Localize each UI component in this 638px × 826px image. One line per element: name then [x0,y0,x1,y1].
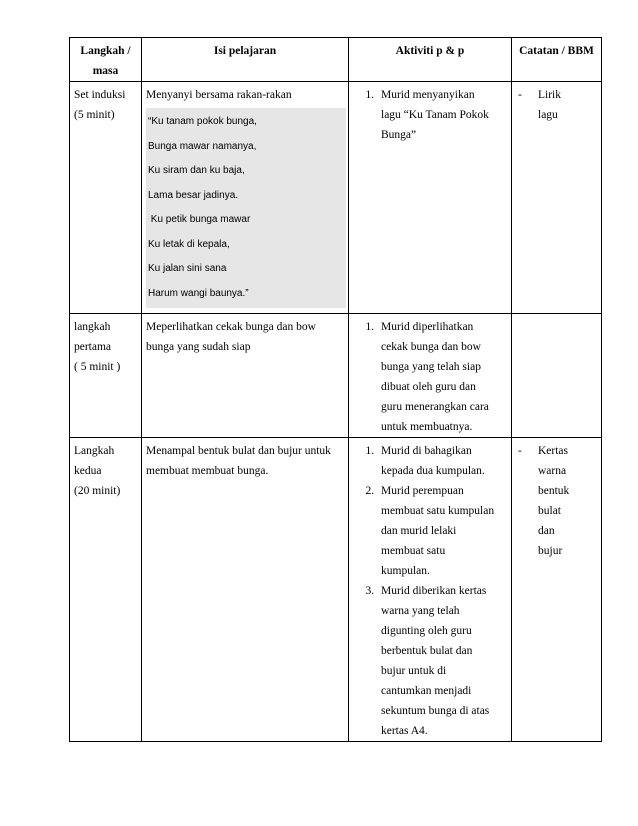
activity-line: guru menerangkan cara [381,401,489,413]
activity-line: dibuat oleh guru dan [381,381,476,393]
lyric-line: Ku petik bunga mawar [148,214,251,225]
step-duration: (5 minit) [74,109,115,121]
table-row-langkah-pertama [70,314,602,438]
activity-line: Bunga” [381,129,417,141]
lesson-plan-table [69,37,602,742]
activities-cell [349,314,512,438]
activity-line: lagu “Ku Tanam Pokok [381,109,489,121]
activity-item [377,85,507,145]
note-line: bentuk [538,485,570,497]
step-label: kedua [74,465,102,477]
step-duration: (20 minit) [74,485,121,497]
header-notes: Catatan / BBM [512,38,602,82]
activity-line: kumpulan. [381,565,430,577]
step-cell [70,82,142,314]
activity-line: 1. Murid menyanyikan [381,89,475,101]
activity-item [377,317,507,437]
note-line: bujur [538,545,563,557]
note-line: lagu [538,109,558,121]
notes-list [516,85,597,125]
notes-cell [512,82,602,314]
activity-item [377,441,507,481]
content-cell [142,438,349,742]
activity-list [353,85,507,145]
activity-list [353,317,507,437]
header-step: Langkah / masa [70,38,142,82]
header-content: Isi pelajaran [142,38,349,82]
note-line: warna [538,465,567,477]
lyric-line: Lama besar jadinya. [148,189,239,201]
lyric-line: Harum wangi baunya.” [148,287,249,299]
activity-line: 2. Murid perempuan [381,485,464,497]
notes-cell [512,314,602,438]
activity-line: digunting oleh guru [381,625,472,637]
lyric-line: Ku jalan sini sana [148,263,227,274]
note-item [538,441,597,561]
activity-line: cantumkan menjadi [381,685,472,697]
activity-line: untuk membuatnya. [381,421,473,433]
lyric-line: Ku letak di kepala, [148,238,230,250]
activity-line: sekuntum bunga di atas [381,705,490,717]
note-line: - Kertas [538,445,569,457]
content-cell [142,314,349,438]
note-line: dan [538,525,555,537]
step-duration: ( 5 minit ) [74,361,121,373]
lyric-line: Bunga mawar namanya, [148,140,257,152]
content-text: membuat membuat bunga. [146,465,269,477]
activity-line: kertas A4. [381,725,428,737]
note-item [538,85,597,125]
activity-line: bujur untuk di [381,665,447,677]
activity-line: 3. Murid diberikan kertas [381,585,487,597]
step-label: langkah [74,321,111,333]
activity-line: membuat satu [381,545,446,557]
header-activities: Aktiviti p & p [349,38,512,82]
notes-cell [512,438,602,742]
activities-cell [349,82,512,314]
content-text: Menampal bentuk bulat dan bujur untuk [146,445,331,457]
activity-line: warna yang telah [381,605,460,617]
step-cell [70,314,142,438]
lyric-line: “Ku tanam pokok bunga, [148,116,257,127]
lyric-line: Ku siram dan ku baja, [148,165,245,176]
activity-line: bunga yang telah siap [381,361,481,373]
step-cell [70,438,142,742]
table-row-langkah-kedua [70,438,602,742]
activity-list [353,441,507,741]
content-text: bunga yang sudah siap [146,341,251,353]
activity-line: cekak bunga dan bow [381,341,481,353]
header-row [70,38,602,82]
content-text: Meperlihatkan cekak bunga dan bow [146,321,316,333]
content-text: Menyanyi bersama rakan-rakan [146,89,292,101]
notes-list [516,441,597,561]
activity-line: kepada dua kumpulan. [381,465,485,477]
step-label: pertama [74,341,112,353]
note-line: - Lirik [538,89,561,101]
activity-line: membuat satu kumpulan [381,505,495,517]
activity-line: dan murid lelaki [381,525,457,537]
activities-cell [349,438,512,742]
note-line: bulat [538,505,561,517]
activity-line: berbentuk bulat dan [381,645,473,657]
activity-item [377,481,507,581]
step-label: Langkah [74,445,115,457]
activity-line: 1. Murid diperlihatkan [381,321,474,333]
table-row-set-induksi [70,82,602,314]
song-lyrics-box [146,108,346,308]
activity-line: 1. Murid di bahagikan [381,445,472,457]
content-cell [142,82,349,314]
activity-item [377,581,507,741]
step-label: Set induksi [74,89,126,101]
